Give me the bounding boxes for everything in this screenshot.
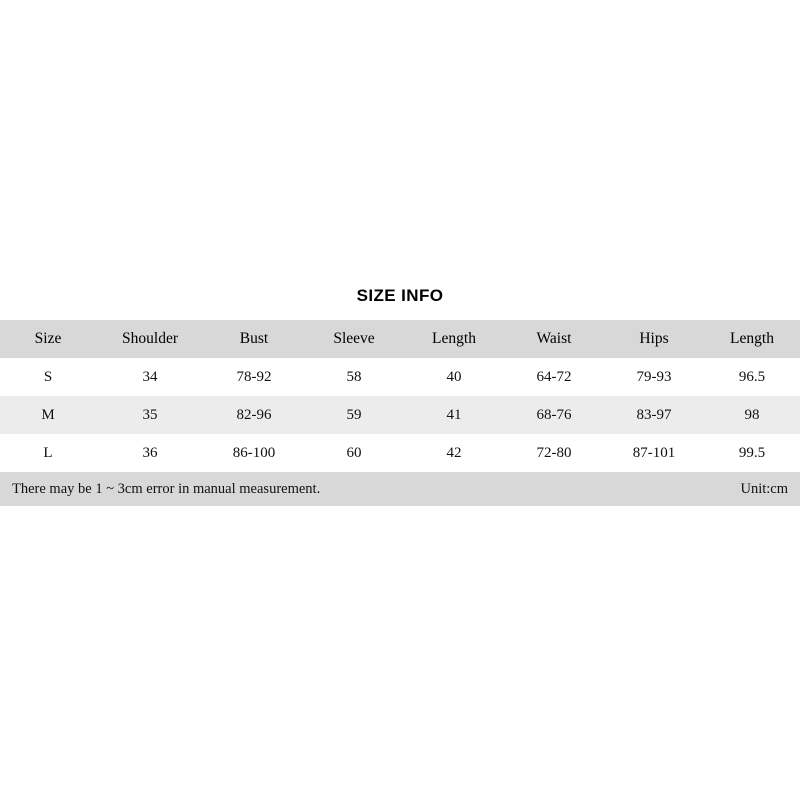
column-header-size: Size [34,330,62,347]
cell-length-bottom: 96.5 [738,368,766,385]
cell-length-bottom: 99.5 [738,444,766,461]
cell-shoulder: 34 [142,368,158,385]
cell-sleeve: 58 [346,368,362,385]
cell-size: M [41,406,55,423]
cell-waist: 72-80 [536,444,572,461]
measurement-note-row [0,472,800,506]
size-info-block [0,286,800,506]
column-header-length-bottom: Length [730,330,774,347]
measurement-note-cell [0,472,800,506]
table-header-row [0,320,800,358]
page-title: SIZE INFO [356,286,444,305]
column-header-bust: Bust [239,330,269,347]
cell-hips: 83-97 [636,406,672,423]
cell-waist: 64-72 [536,368,572,385]
cell-hips: 79-93 [636,368,672,385]
table-row [0,434,800,472]
cell-sleeve: 59 [346,406,362,423]
column-header-shoulder: Shoulder [122,330,178,347]
size-table [0,320,800,506]
measurement-error-note: There may be 1 ~ 3cm error in manual measurement. [12,480,321,497]
cell-hips: 87-101 [632,444,676,461]
cell-length-bottom: 98 [744,406,760,423]
cell-sleeve: 60 [346,444,362,461]
cell-bust: 86-100 [232,444,276,461]
measurement-unit-note: Unit:cm [740,480,788,497]
cell-shoulder: 36 [142,444,158,461]
column-header-sleeve: Sleeve [333,330,375,347]
cell-size: S [43,368,53,385]
table-row [0,396,800,434]
cell-length-top: 41 [446,406,462,423]
cell-shoulder: 35 [142,406,158,423]
cell-length-top: 40 [446,368,462,385]
column-header-hips: Hips [639,330,669,347]
cell-size: L [43,444,53,461]
column-header-waist: Waist [536,330,572,347]
column-header-length-top: Length [432,330,476,347]
cell-bust: 78-92 [236,368,272,385]
table-row [0,358,800,396]
cell-bust: 82-96 [236,406,272,423]
cell-length-top: 42 [446,444,462,461]
cell-waist: 68-76 [536,406,572,423]
